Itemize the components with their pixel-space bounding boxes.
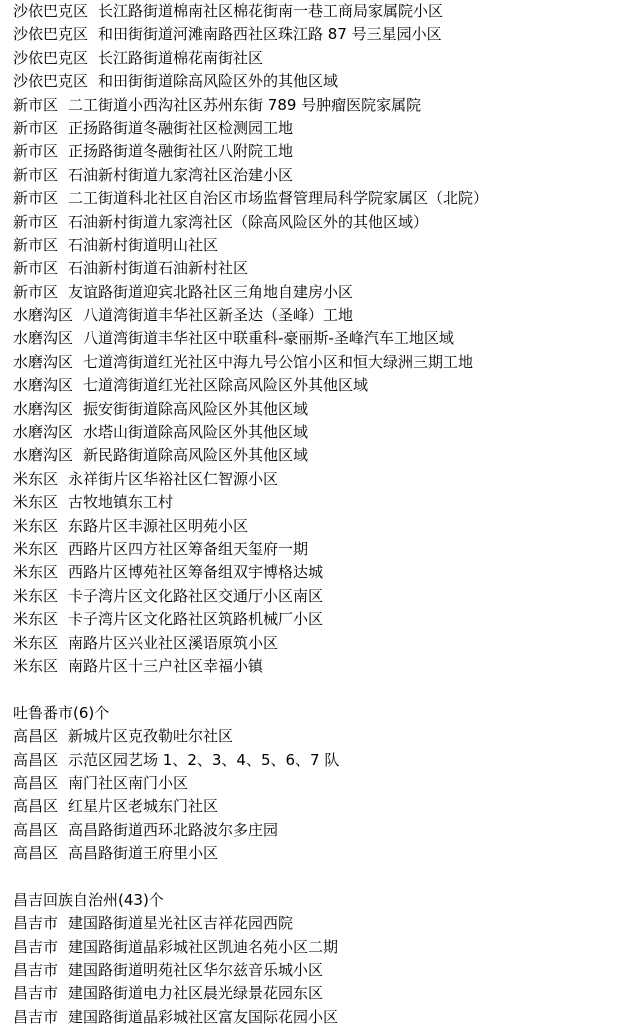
location-name: 七道湾街道红光社区除高风险区外其他区域	[83, 376, 369, 395]
list-item	[13, 585, 623, 608]
district-name: 沙依巴克区	[13, 72, 89, 91]
district-name: 新市区	[13, 142, 59, 161]
location-name: 南路片区十三户社区幸福小镇	[68, 656, 264, 675]
list-item	[13, 795, 623, 818]
list-item	[13, 281, 623, 304]
location-name: 长江路街道棉南社区棉花街南一巷工商局家属院小区	[98, 2, 444, 20]
district-name: 米东区	[13, 493, 59, 512]
list-item	[13, 70, 623, 93]
location-name: 高昌路街道西环北路波尔多庄园	[68, 820, 279, 839]
list-item	[13, 655, 623, 678]
district-name: 高昌区	[13, 750, 59, 769]
location-name: 卡子湾片区文化路社区交通厅小区南区	[68, 586, 324, 605]
district-name: 水磨沟区	[13, 376, 74, 395]
location-name: 二工街道科北社区自治区市场监督管理局科学院家属区（北院）	[68, 189, 489, 208]
location-name: 和田街街道河滩南路西社区珠江路 87 号三星园小区	[98, 25, 442, 44]
district-name: 水磨沟区	[13, 446, 74, 465]
district-name: 新市区	[13, 95, 59, 114]
location-name: 正扬路街道冬融街社区检测园工地	[68, 118, 294, 137]
list-item	[13, 632, 623, 655]
location-name: 正扬路街道冬融街社区八附院工地	[68, 142, 294, 161]
list-item	[13, 515, 623, 538]
location-name: 七道湾街道红光社区中海九号公馆小区和恒大绿洲三期工地	[83, 352, 474, 371]
district-name: 米东区	[13, 516, 59, 535]
district-name: 沙依巴克区	[13, 25, 89, 44]
location-name: 南门社区南门小区	[68, 773, 189, 792]
list-item	[13, 538, 623, 561]
location-name: 卡子湾片区文化路社区筑路机械厂小区	[68, 610, 324, 629]
district-name: 新市区	[13, 259, 59, 278]
list-item	[13, 982, 623, 1005]
list-item	[13, 187, 623, 210]
location-name: 高昌路街道王府里小区	[68, 844, 219, 863]
location-name: 建国路街道星光社区吉祥花园西院	[68, 914, 294, 933]
list-item	[13, 491, 623, 514]
list-item	[13, 608, 623, 631]
location-name: 南路片区兴业社区溪语原筑小区	[68, 633, 279, 652]
list-item	[13, 842, 623, 865]
district-name: 米东区	[13, 656, 59, 675]
list-item	[13, 468, 623, 491]
section-header: 昌吉回族自治州(43)个	[13, 890, 164, 909]
district-name: 高昌区	[13, 797, 59, 816]
location-name: 石油新村街道明山社区	[68, 235, 219, 254]
list-item	[13, 444, 623, 467]
district-name: 水磨沟区	[13, 399, 74, 418]
district-name: 米东区	[13, 563, 59, 582]
district-name: 米东区	[13, 586, 59, 605]
list-item	[13, 819, 623, 842]
blank-line	[13, 865, 623, 888]
list-item	[13, 0, 623, 23]
list-item	[13, 351, 623, 374]
location-name: 示范区园艺场 1、2、3、4、5、6、7 队	[68, 750, 340, 769]
district-name: 新市区	[13, 189, 59, 208]
list-item	[13, 304, 623, 327]
list-item	[13, 959, 623, 982]
district-name: 昌吉市	[13, 914, 59, 933]
location-name: 和田街街道除高风险区外的其他区域	[98, 72, 339, 91]
list-item	[13, 140, 623, 163]
district-name: 昌吉市	[13, 937, 59, 956]
district-name: 新市区	[13, 212, 59, 231]
district-name: 新市区	[13, 165, 59, 184]
district-name: 水磨沟区	[13, 329, 74, 348]
location-name: 石油新村街道九家湾社区（除高风险区外的其他区域）	[68, 212, 429, 231]
district-name: 高昌区	[13, 820, 59, 839]
blank-line	[13, 678, 623, 701]
district-name: 昌吉市	[13, 961, 59, 980]
location-name: 二工街道小西沟社区苏州东街 789 号肿瘤医院家属院	[68, 95, 422, 114]
location-name: 新民路街道除高风险区外其他区域	[83, 446, 309, 465]
location-name: 友谊路街道迎宾北路社区三角地自建房小区	[68, 282, 354, 301]
location-name: 西路片区四方社区筹备组天玺府一期	[68, 539, 309, 558]
location-name: 建国路街道晶彩城社区凯迪名苑小区二期	[68, 937, 339, 956]
list-item	[13, 234, 623, 257]
list-item	[13, 327, 623, 350]
location-name: 东路片区丰源社区明苑小区	[68, 516, 249, 535]
location-name: 建国路街道电力社区晨光绿景花园东区	[68, 984, 324, 1003]
location-name: 石油新村街道九家湾社区治建小区	[68, 165, 294, 184]
document-body	[13, 0, 623, 1029]
location-name: 西路片区博苑社区筹备组双宇博格达城	[68, 563, 324, 582]
list-item	[13, 936, 623, 959]
list-item	[13, 47, 623, 70]
district-name: 水磨沟区	[13, 352, 74, 371]
district-name: 米东区	[13, 539, 59, 558]
district-name: 沙依巴克区	[13, 48, 89, 67]
district-name: 高昌区	[13, 773, 59, 792]
location-name: 建国路街道明苑社区华尔兹音乐城小区	[68, 961, 324, 980]
district-name: 沙依巴克区	[13, 2, 89, 20]
list-item	[13, 211, 623, 234]
list-item	[13, 725, 623, 748]
list-item	[13, 421, 623, 444]
list-item	[13, 561, 623, 584]
list-item	[13, 94, 623, 117]
location-name: 石油新村街道石油新村社区	[68, 259, 249, 278]
location-name: 水塔山街道除高风险区外其他区域	[83, 423, 309, 442]
district-name: 新市区	[13, 282, 59, 301]
district-name: 新市区	[13, 118, 59, 137]
list-item	[13, 117, 623, 140]
district-name: 高昌区	[13, 727, 59, 746]
location-name: 建国路街道晶彩城社区富友国际花园小区	[68, 1007, 339, 1026]
district-name: 水磨沟区	[13, 306, 74, 325]
list-item	[13, 257, 623, 280]
district-name: 米东区	[13, 610, 59, 629]
location-name: 古牧地镇东工村	[68, 493, 174, 512]
district-name: 新市区	[13, 235, 59, 254]
list-item	[13, 164, 623, 187]
location-name: 振安街街道除高风险区外其他区域	[83, 399, 309, 418]
location-name: 新城片区克孜勒吐尔社区	[68, 727, 234, 746]
list-item	[13, 374, 623, 397]
location-name: 红星片区老城东门社区	[68, 797, 219, 816]
list-item	[13, 398, 623, 421]
location-name: 长江路街道棉花南街社区	[98, 48, 264, 67]
list-item	[13, 749, 623, 772]
district-name: 米东区	[13, 469, 59, 488]
list-item	[13, 772, 623, 795]
district-name: 米东区	[13, 633, 59, 652]
location-name: 八道湾街道丰华社区中联重科-豪丽斯-圣峰汽车工地区域	[83, 329, 454, 348]
district-name: 昌吉市	[13, 984, 59, 1003]
location-name: 永祥街片区华裕社区仁智源小区	[68, 469, 279, 488]
district-name: 昌吉市	[13, 1007, 59, 1026]
list-item	[13, 912, 623, 935]
list-item	[13, 1006, 623, 1029]
location-name: 八道湾街道丰华社区新圣达（圣峰）工地	[83, 306, 354, 325]
district-name: 高昌区	[13, 844, 59, 863]
district-name: 水磨沟区	[13, 423, 74, 442]
list-item	[13, 23, 623, 46]
section-header: 吐鲁番市(6)个	[13, 703, 110, 722]
